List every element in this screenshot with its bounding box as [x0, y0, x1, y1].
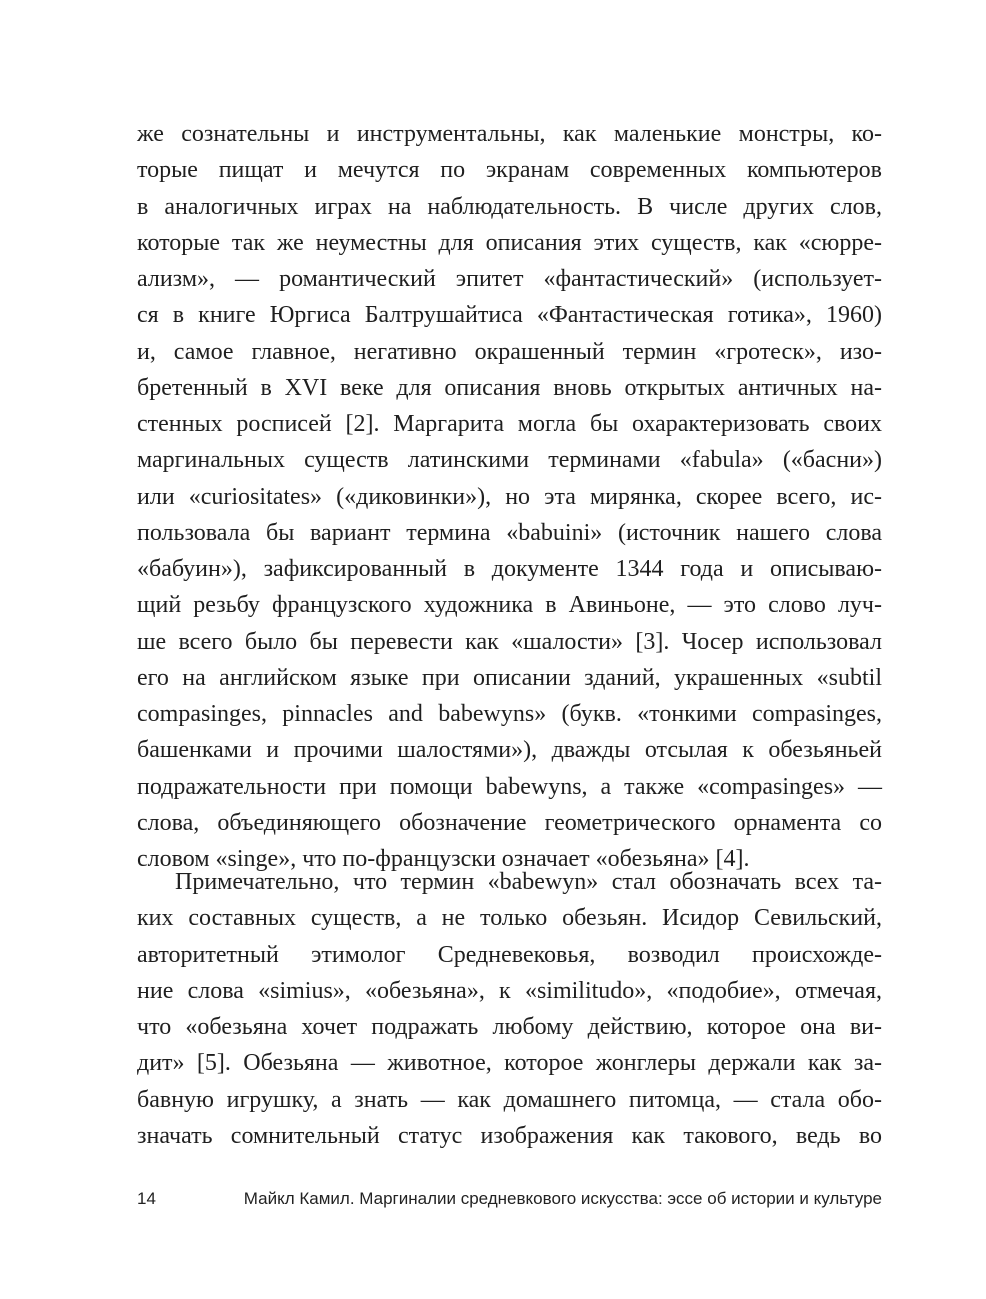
text-line: авторитетный этимолог Средневековья, возводил происхожде- — [137, 941, 882, 968]
text-line: ше всего было бы перевести как «шалости» [3]. Чосер использовал — [137, 628, 882, 655]
text-line: которые так же неуместны для описания этих существ, как «сюрре- — [137, 229, 882, 256]
text-line: ких составных существ, а не только обезьян. Исидор Севильский, — [137, 905, 882, 932]
text-line: подражательности при помощи babewyns, а также «compasinges» — — [137, 773, 882, 800]
text-line: и, самое главное, негативно окрашенный термин «гротеск», изо- — [137, 338, 882, 365]
text-line: стенных росписей [2]. Маргарита могла бы охарактеризовать своих — [137, 411, 882, 437]
text-line: торые пищат и мечутся по экранам современных компьютеров — [137, 157, 882, 184]
text-line: дит» [5]. Обезьяна — животное, которое жонглеры держали как за- — [137, 1050, 882, 1077]
text-line: бретенный в XVI веке для описания вновь открытых античных на- — [137, 374, 882, 401]
text-line: Примечательно, что термин «babewyn» стал обозначать всех та- — [175, 869, 882, 895]
running-head: Майкл Камил. Маргиналии средневкового искусства: эссе об истории и культуре — [243, 1189, 882, 1208]
text-line: «бабуин»), зафиксированный в документе 1344 года и описываю- — [137, 556, 882, 582]
text-line: в аналогичных играх на наблюдательность. В числе других слов, — [137, 193, 882, 220]
text-line: что «обезьяна хочет подражать любому действию, которое она ви- — [137, 1014, 882, 1040]
text-line: пользовала бы вариант термина «babuini» (источник нашего слова — [137, 519, 882, 546]
paragraph-1 — [137, 116, 882, 877]
text-line: маргинальных существ латинскими терминами «fabula» («басни») — [137, 447, 882, 474]
text-line: ние слова «simius», «обезьяна», к «similitudo», «подобие», отмечая, — [137, 977, 882, 1004]
text-line: щий резьбу французского художника в Авиньоне, — это слово луч- — [137, 592, 882, 619]
text-line: значать сомнительный статус изображения как такового, ведь во — [137, 1122, 882, 1149]
paragraph-2 — [137, 864, 882, 1154]
text-line: слова, объединяющего обозначение геометрического орнамента со — [137, 809, 882, 836]
text-line: же сознательны и инструментальны, как маленькие монстры, ко- — [137, 121, 882, 147]
text-line: compasinges, pinnacles and babewyns» (букв. «тонкими compasinges, — [137, 701, 882, 727]
text-line: ализм», — романтический эпитет «фантастический» (использует- — [137, 266, 882, 292]
text-line: или «curiositates» («диковинки»), но эта мирянка, скорее всего, ис- — [137, 483, 882, 510]
text-line: его на английском языке при описании зданий, украшенных «subtil — [137, 664, 882, 691]
text-line: словом «singe», что по-французски означает «обезьяна» [4]. — [137, 846, 750, 872]
text-line: ся в книге Юргиса Балтрушайтиса «Фантастическая готика», 1960) — [137, 302, 882, 329]
page-number: 14 — [137, 1189, 156, 1208]
text-line: бавную игрушку, а знать — как домашнего питомца, — стала обо- — [137, 1086, 882, 1113]
text-line: башенками и прочими шалостями»), дважды отсылая к обезьяньей — [137, 737, 882, 764]
